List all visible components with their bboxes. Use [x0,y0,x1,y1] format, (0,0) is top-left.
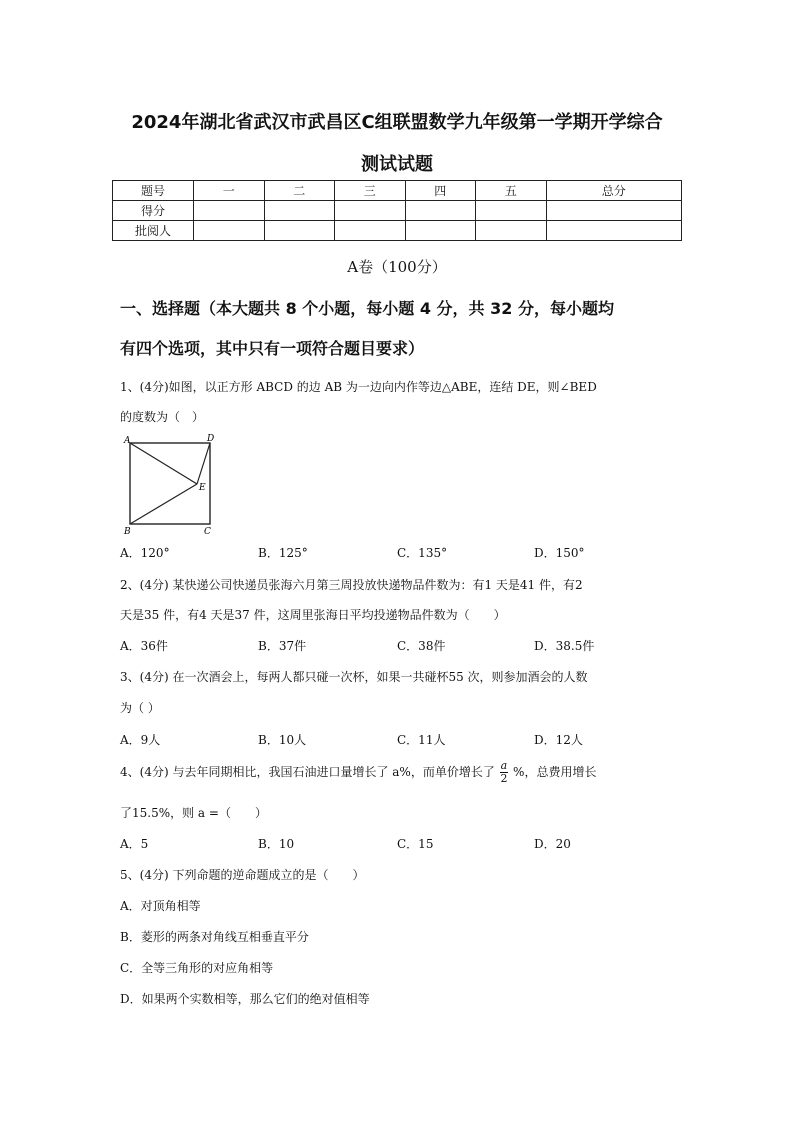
score-header-cell: 五 [476,181,547,201]
score-cell [194,201,265,221]
option-c[interactable]: C．135° [397,546,448,560]
score-cell [335,201,406,221]
exam-title-line1: 2024年湖北省武汉市武昌区C组联盟数学九年级第一学期开学综合 [131,112,663,133]
question-3-line1: 3、(4分) 在一次酒会上，每两人都只碰一次杯，如果一共碰杯55 次，则参加酒会的人数 [120,670,588,684]
reviewer-cell [194,221,265,241]
question-4-line1 [120,760,680,785]
reviewer-row-label: 批阅人 [113,221,194,241]
score-row [113,201,682,221]
question-3-line2: 为（ ） [120,701,160,715]
question-5-line1: 5、(4分) 下列命题的逆命题成立的是（ ） [120,868,365,882]
option-c[interactable]: C．38件 [397,639,446,653]
question-2-line1: 2、(4分) 某快递公司快递员张海六月第三周投放快递物品件数为：有1 天是41 件，有2 [120,578,583,592]
section-title: A卷（100分） [347,258,447,276]
figure-label-d: D [207,434,215,444]
question-4-line2: 了15.5%，则 a =（ ） [120,806,267,820]
question-1-line1: 1、(4分)如图，以正方形 ABCD 的边 AB 为一边向内作等边△ABE，连结 DE，则∠BED [120,380,597,394]
part1-heading-line1: 一、选择题（本大题共 8 个小题，每小题 4 分，共 32 分，每小题均 [120,299,614,318]
part1-heading-line2: 有四个选项，其中只有一项符合题目要求） [120,339,425,358]
score-header-cell: 一 [194,181,265,201]
score-header-cell: 四 [405,181,476,201]
score-table-header-row [113,181,682,201]
score-table [112,180,682,241]
score-cell [546,201,682,221]
option-a[interactable]: A．对顶角相等 [120,899,201,913]
score-cell [405,201,476,221]
score-header-cell: 三 [335,181,406,201]
score-row-label: 得分 [113,201,194,221]
option-a[interactable]: A．9人 [120,733,161,747]
reviewer-row [113,221,682,241]
score-cell [476,201,547,221]
question-1-line2: 的度数为（ ） [120,410,205,424]
option-b[interactable]: B．菱形的两条对角线互相垂直平分 [120,930,309,944]
option-a[interactable]: A．120° [120,546,170,560]
part1-heading [120,289,680,369]
exam-title-line2: 测试试题 [361,154,433,175]
option-b[interactable]: B．37件 [258,639,307,653]
question-4-text-b: %，总费用增长 [513,765,597,779]
question-2-line2: 天是35 件，有4 天是37 件，这周里张海日平均投递物品件数为（ ） [120,608,506,622]
score-header-cell: 二 [264,181,335,201]
score-header-cell: 题号 [113,181,194,201]
option-a[interactable]: A．5 [120,837,149,851]
option-b[interactable]: B．125° [258,546,308,560]
fraction-a-over-2 [500,760,509,785]
option-c[interactable]: C．全等三角形的对应角相等 [120,961,274,975]
option-c[interactable]: C．11人 [397,733,446,747]
question-1-figure [122,434,222,538]
option-c[interactable]: C．15 [397,837,434,851]
option-d[interactable]: D．38.5件 [534,639,595,653]
score-cell [264,201,335,221]
reviewer-cell [335,221,406,241]
reviewer-cell [405,221,476,241]
option-b[interactable]: B．10人 [258,733,307,747]
fraction-denominator: 2 [500,772,508,785]
option-a[interactable]: A．36件 [120,639,168,653]
figure-label-c: C [204,527,211,537]
option-d[interactable]: D．12人 [534,733,583,747]
reviewer-cell [476,221,547,241]
figure-label-b: B [124,527,131,537]
fraction-numerator: a [500,759,508,772]
figure-label-e: E [199,483,206,493]
figure-label-a: A [124,436,131,446]
question-4-text-a: 4、(4分) 与去年同期相比，我国石油进口量增长了 a%，而单价增长了 [120,765,495,779]
option-d[interactable]: D．150° [534,546,585,560]
reviewer-cell [546,221,682,241]
option-d[interactable]: D．20 [534,837,571,851]
score-header-cell: 总分 [546,181,682,201]
option-d[interactable]: D．如果两个实数相等，那么它们的绝对值相等 [120,992,370,1006]
reviewer-cell [264,221,335,241]
option-b[interactable]: B．10 [258,837,295,851]
